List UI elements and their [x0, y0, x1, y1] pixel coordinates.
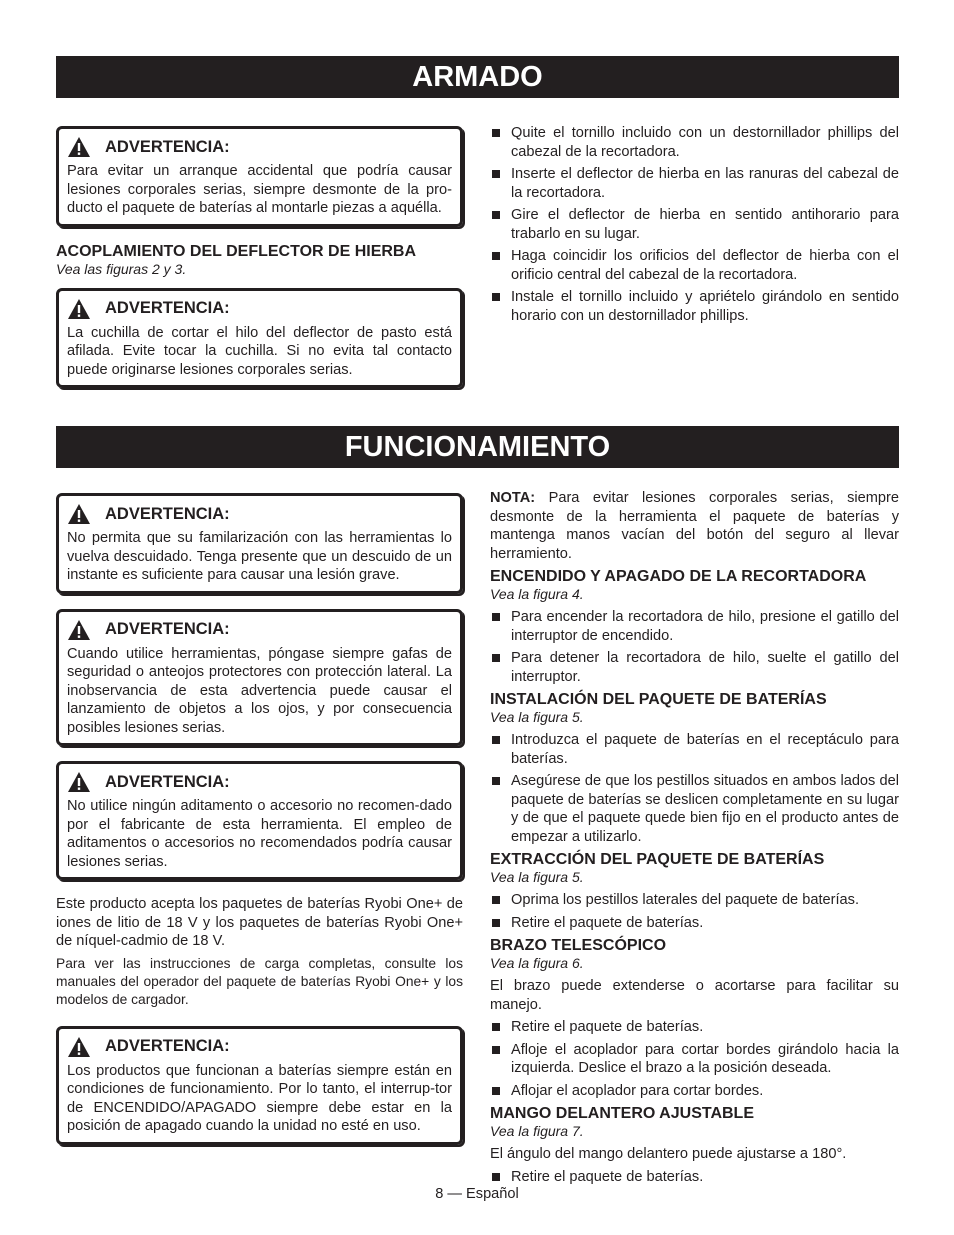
warning-triangle-icon [67, 136, 91, 158]
funcionamiento-title: FUNCIONAMIENTO [344, 431, 611, 463]
warning-title: ADVERTENCIA: [105, 504, 230, 523]
nota-label: NOTA: [490, 490, 536, 506]
mango-figure-ref: Vea la figura 7. [490, 1123, 584, 1139]
brazo-figure-ref: Vea la figura 6. [490, 955, 584, 971]
extraccion-heading: EXTRACCIÓN DEL PAQUETE DE BATERÍAS [490, 851, 825, 868]
deflector-steps-list [490, 124, 899, 325]
list-item: Retire el paquete de baterías. [490, 1018, 899, 1037]
battery-compatibility-text: Este producto acepta los paquetes de baterías Ryobi One+ de iones de litio de 18 V y los paquetes de baterías Ryobi One+ de níquel-cadmio de 18 V. [56, 896, 463, 949]
funcionamiento-banner [56, 426, 899, 468]
encendido-figure-ref: Vea la figura 4. [490, 586, 584, 602]
funcionamiento-right-column [490, 489, 899, 1190]
list-item: Afloje el acoplador para cortar bordes girándolo hacia la izquierda. Deslice el brazo a la posición deseada. [490, 1041, 899, 1078]
funcionamiento-left-column [56, 493, 463, 1160]
warning-title: ADVERTENCIA: [105, 137, 230, 156]
charging-instructions-text: Para ver las instrucciones de carga completas, consulte los manuales del operador del paquete de baterías Ryobi One+ y los modelos de cargador. [56, 955, 463, 1007]
warning-text: No permita que su familarización con las herramientas lo vuelva descuidado. Tenga presente que un descuido de un instante es suficiente para causar una lesión grave. [67, 530, 452, 583]
warning-box [56, 126, 463, 227]
brazo-heading: BRAZO TELESCÓPICO [490, 937, 667, 954]
mango-heading: MANGO DELANTERO AJUSTABLE [490, 1105, 754, 1122]
warning-title: ADVERTENCIA: [105, 299, 230, 317]
armado-left-column [56, 126, 463, 403]
extraccion-list [490, 891, 899, 932]
armado-banner [56, 56, 899, 98]
page-footer: 8 — Español [435, 1186, 519, 1202]
list-item: Introduzca el paquete de baterías en el receptáculo para baterías. [490, 731, 899, 768]
warning-text: No utilice ningún aditamento o accesorio no recomen-dado por el fabricante de esta herramienta. El empleo de aditamentos o accesorios no recomendados podría causar lesiones serias. [67, 798, 452, 870]
encendido-list [490, 608, 899, 686]
warning-title: ADVERTENCIA: [105, 772, 230, 791]
list-item: Para detener la recortadora de hilo, suelte el gatillo del interruptor. [490, 649, 899, 686]
warning-text: Cuando utilice herramientas, póngase siempre gafas de seguridad o anteojos protectores con protección lateral. La inobservancia de esta advertencia puede causar el lanzamiento de objetos a los ojos, y por consecuencia posibles lesiones serias. [67, 645, 452, 736]
warning-triangle-icon [67, 298, 91, 320]
warning-title: ADVERTENCIA: [105, 620, 230, 638]
list-item: Quite el tornillo incluido con un destornillador phillips del cabezal de la recortadora. [490, 124, 899, 161]
list-item: Inserte el deflector de hierba en las ranuras del cabezal de la recortadora. [490, 165, 899, 202]
list-item: Aflojar el acoplador para cortar bordes. [490, 1082, 899, 1101]
warning-text: Para evitar un arranque accidental que podría causar lesiones corporales serias, siempre desmonte de la pro-ducto el paquete de baterías al montarle piezas a aquélla. [67, 163, 452, 216]
list-item: Gire el deflector de hierba en sentido antihorario para trabarlo en su lugar. [490, 206, 899, 243]
warning-title: ADVERTENCIA: [105, 1037, 230, 1055]
nota-paragraph [490, 489, 899, 563]
brazo-text: El brazo puede extenderse o acortarse para facilitar su manejo. [490, 978, 899, 1013]
instalacion-figure-ref: Vea la figura 5. [490, 709, 584, 725]
warning-triangle-icon [67, 1036, 91, 1058]
mango-text: El ángulo del mango delantero puede ajustarse a 180°. [490, 1146, 847, 1162]
deflector-heading: ACOPLAMIENTO DEL DEFLECTOR DE HIERBA [56, 242, 417, 260]
warning-box [56, 493, 463, 594]
list-item: Retire el paquete de baterías. [490, 1168, 899, 1187]
warning-triangle-icon [67, 503, 91, 525]
warning-text: Los productos que funcionan a baterías siempre están en condiciones de funcionamiento. Por lo tanto, el interrup-tor de ENCENDIDO/APAGADO siempre debe estar en la posición de apagado cuando la unidad no esté en uso. [67, 1062, 452, 1134]
encendido-heading: ENCENDIDO Y APAGADO DE LA RECORTADORA [490, 568, 867, 585]
warning-box [56, 609, 463, 747]
mango-list [490, 1168, 899, 1187]
warning-triangle-icon [67, 771, 91, 793]
instalacion-heading: INSTALACIÓN DEL PAQUETE DE BATERÍAS [490, 691, 827, 708]
armado-title: ARMADO [412, 61, 543, 93]
warning-box [56, 288, 463, 389]
warning-box [56, 1026, 463, 1145]
list-item: Haga coincidir los orificios del deflector de hierba con el orificio central del cabezal de la recortadora. [490, 247, 899, 284]
warning-text: La cuchilla de cortar el hilo del deflector de pasto está afilada. Evite tocar la cuchilla. Si no evita tal contacto puede originarse lesiones corporales serias. [67, 324, 452, 378]
instalacion-list [490, 731, 899, 846]
extraccion-figure-ref: Vea la figura 5. [490, 869, 584, 885]
list-item: Retire el paquete de baterías. [490, 914, 899, 933]
nota-text: Para evitar lesiones corporales serias, siempre desmonte de la herramienta el paquete de baterías y mantenga manos vacían del botón del seguro al llevar herramiento. [490, 490, 899, 562]
brazo-list [490, 1018, 899, 1100]
list-item: Instale el tornillo incluido y apriételo girándolo en sentido horario con un destornillador phillips. [490, 288, 899, 325]
warning-triangle-icon [67, 619, 91, 641]
list-item: Para encender la recortadora de hilo, presione el gatillo del interruptor de encendido. [490, 608, 899, 645]
warning-box [56, 761, 463, 880]
list-item: Oprima los pestillos laterales del paquete de baterías. [490, 891, 899, 910]
armado-right-column [490, 124, 899, 329]
deflector-figure-ref: Vea las figuras 2 y 3. [56, 260, 187, 277]
list-item: Asegúrese de que los pestillos situados en ambos lados del paquete de baterías se deslicen completamente en su lugar y de que el paquete quede bien fijo en el producto antes de empezar a utilizarlo. [490, 772, 899, 846]
